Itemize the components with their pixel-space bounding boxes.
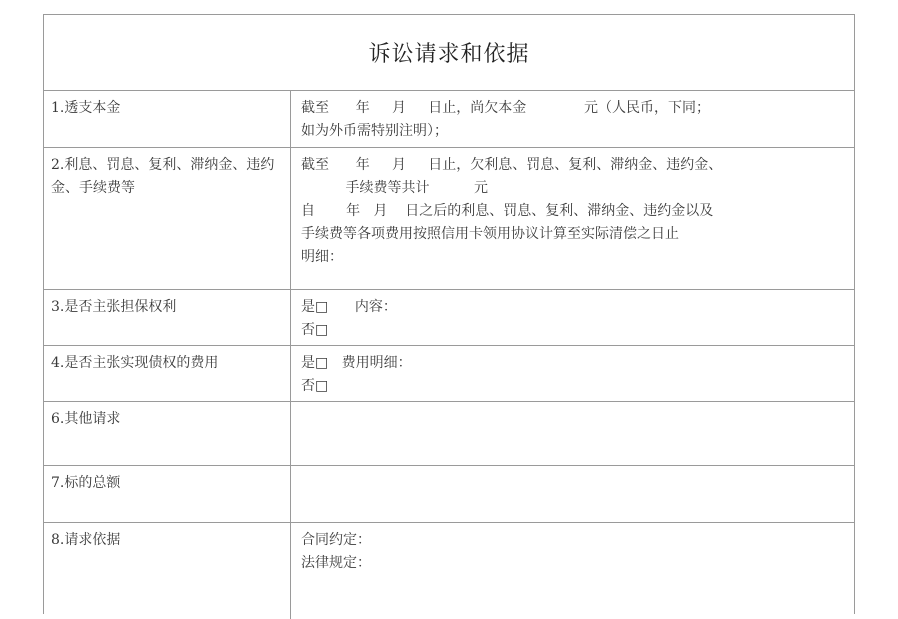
content-line: 法律规定： [301,555,371,571]
row-label: 8.请求依据 [44,523,291,619]
row-label: 4.是否主张实现债权的费用 [44,346,291,401]
row-content[interactable] [291,466,854,522]
row-content[interactable] [291,148,854,289]
form-row-security-rights [44,290,854,346]
content-line: 合同约定： [301,532,371,548]
form-row-total-amount [44,466,854,523]
form-row-claim-basis [44,523,854,619]
form-row-other-claims [44,402,854,466]
row-label: 1.透支本金 [44,91,291,147]
row-label: 3.是否主张担保权利 [44,290,291,345]
row-label: 2.利息、罚息、复利、滞纳金、违约金、手续费等 [44,148,291,289]
content-line: 自 年 月 日之后的利息、罚息、复利、滞纳金、违约金以及 [301,203,714,219]
row-label: 6.其他请求 [44,402,291,465]
row-content[interactable] [291,290,854,345]
row-label: 7.标的总额 [44,466,291,522]
content-line: 如为外币需特别注明）； [301,123,448,139]
row-content[interactable] [291,402,854,465]
content-line: 手续费等各项费用按照信用卡领用协议计算至实际清偿之日止 [301,226,679,242]
content-line: 截至 年 月 日止，尚欠本金 元（人民币，下同； [301,100,711,116]
form-row-enforcement-costs [44,346,854,402]
content-line: 明细： [301,249,343,265]
form-title: 诉讼请求和依据 [44,15,854,91]
content-line: 否□ [301,322,329,338]
row-content[interactable] [291,346,854,401]
claims-form-table [43,14,855,614]
content-line: 手续费等共计 元 [301,180,489,196]
content-line: 否□ [301,378,329,394]
form-row-interest-fees [44,148,854,290]
row-content[interactable] [291,523,854,619]
content-line: 是□ 费用明细： [301,355,412,371]
content-line: 截至 年 月 日止，欠利息、罚息、复利、滞纳金、违约金、 [301,157,723,173]
row-content[interactable] [291,91,854,147]
form-row-principal [44,91,854,148]
content-line: 是□ 内容： [301,299,397,315]
